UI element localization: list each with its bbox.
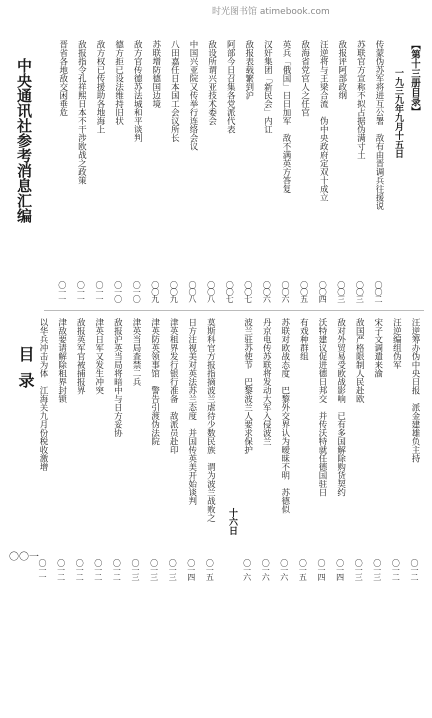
toc-entry — [205, 40, 218, 302]
book-page — [8, 28, 424, 594]
toc-entry — [55, 318, 68, 580]
toc-entry — [130, 40, 143, 302]
toc-entry — [148, 318, 161, 580]
toc-entry-title: 敌方官传德苏法城和平谈判 — [132, 40, 143, 142]
toc-entry-page: 〇一四 — [317, 559, 326, 580]
toc-entry-page: 〇〇三 — [336, 281, 346, 302]
toc-entry — [74, 40, 87, 302]
toc-entry — [203, 318, 216, 580]
toc-entry — [259, 318, 272, 580]
section-divider — [44, 310, 424, 311]
toc-entry-page: 〇〇六 — [281, 281, 290, 302]
toc-entry-page: 〇一一 — [57, 281, 67, 302]
toc-entry-page: 〇一四 — [335, 559, 345, 580]
page-number: 〇〇一 — [9, 552, 39, 563]
toc-entry-title: 敌报评阿部政纲 — [336, 40, 347, 100]
date-heading: 一九三九年九月十五日 — [393, 68, 403, 158]
toc-entry-title: 津英日军又发生冲突 — [93, 318, 104, 395]
toc-entry — [279, 40, 292, 302]
toc-entry-title: 丹京电传苏联将发动大军入侵波兰 — [261, 318, 272, 446]
toc-entry — [260, 40, 273, 302]
toc-entry-title: 苏联官方宣称不拟占据伪满寸土 — [355, 40, 366, 159]
toc-entry-title: 敌方权已传援助各地海上 — [95, 40, 105, 134]
toc-entry-title: 敌报表载繁到沪 — [243, 40, 254, 100]
toc-entry-page: 〇一二 — [75, 559, 85, 580]
toc-entry-title: 沃特建议促进德日邦交 并传沃特就任德国驻日 — [317, 318, 327, 497]
toc-entry-title: 敌设所谓兴亚技术委会 — [206, 40, 217, 125]
toc-entry — [372, 40, 385, 302]
spine-title: 中央通讯社参考消息汇编 — [15, 58, 33, 223]
toc-entry-page: 〇〇三 — [355, 281, 365, 302]
toc-entry-page: 〇〇六 — [262, 281, 272, 302]
toc-entry-page: 〇一一 — [38, 559, 47, 580]
toc-entry — [352, 318, 365, 580]
toc-entry — [334, 318, 347, 580]
toc-entry-page: 〇一三 — [372, 559, 382, 580]
toc-entry — [296, 318, 309, 580]
toc-entry-page: 〇〇九 — [169, 281, 179, 302]
toc-entry-page: 〇一三 — [354, 559, 364, 580]
toc-entry-page: 〇一二 — [56, 559, 66, 580]
toc-entry-title: 莫斯科官方报指摘波兰虐待少数民族 谓为波兰战败之 — [205, 318, 216, 522]
toc-entry-title: 敌海省党官人之任官 — [299, 40, 310, 117]
toc-entry — [408, 318, 421, 580]
toc-entry-page: 〇一一 — [95, 281, 104, 302]
toc-entry — [167, 40, 180, 302]
toc-entry-title: 津英当局查禁二兵 — [131, 318, 141, 386]
toc-entry — [166, 318, 179, 580]
toc-entry-title: 中国兴亚院又传举行连络会议 — [188, 40, 198, 151]
toc-entry — [36, 318, 49, 580]
toc-entry — [112, 40, 125, 302]
toc-entry-title: 传蒙伪苏军将进互公署 敌有由晋调兵往援说 — [374, 40, 384, 210]
toc-entry-page: 〇一四 — [186, 559, 196, 580]
toc-entry — [242, 40, 255, 302]
toc-entry-title: 晋省各地敌交困垂危 — [57, 40, 68, 117]
toc-entry-page: 〇一六 — [242, 559, 252, 580]
toc-entry — [298, 40, 311, 302]
toc-entry — [241, 318, 254, 580]
toc-entry-page: 〇一三 — [149, 559, 159, 580]
toc-entry-title: 敌报沪英当局将暗中与日方妥协 — [112, 318, 123, 437]
toc-entry — [93, 40, 106, 302]
toc-entry — [92, 318, 105, 580]
toc-entry-page: 〇一〇 — [132, 281, 142, 302]
toc-entry-title: 汪逆编组伪军 — [391, 318, 402, 369]
toc-entry — [389, 318, 402, 580]
toc-entry — [315, 318, 328, 580]
toc-entry-page: 〇〇九 — [150, 281, 160, 302]
toc-entry-title: 汪逆将与王梁合流 伪中央政府定双十成立 — [318, 40, 329, 202]
toc-entry-page: 〇一六 — [261, 559, 271, 580]
toc-entry-page: 〇一〇 — [113, 281, 123, 302]
toc-entry — [129, 318, 142, 580]
toc-entry-page: 〇一二 — [93, 559, 103, 580]
toc-bottom-section — [38, 318, 424, 588]
date-heading-16: 十六日 — [227, 508, 237, 535]
toc-entry-title: 津英租界发行银行准备 敌派员赴印 — [168, 318, 179, 454]
toc-entry-title: 苏联对欧战态度 巴黎外交界认为暧昧不明 苏德似 — [279, 318, 290, 514]
toc-entry-page: 〇〇八 — [188, 281, 197, 302]
watermark-text: 时光图书馆 atimebook.com — [212, 7, 330, 17]
toc-top-section — [44, 40, 424, 310]
toc-entry-title: 德方拒已设法维持旧状 — [113, 40, 124, 125]
toc-entry-title: 苏联增防德国边境 — [150, 40, 161, 108]
toc-entry — [353, 40, 366, 302]
toc-entry-title: 敌报指令孔祥熙日本不干涉欧战之政策 — [76, 40, 87, 185]
toc-entry-title: 敌报英军官被捕报界 — [75, 318, 86, 395]
toc-entry — [371, 318, 384, 580]
toc-entry-page: 〇一二 — [391, 559, 401, 580]
toc-entry-title: 津敌要请解除租界封锁 — [56, 318, 67, 403]
toc-entry-page: 〇〇七 — [225, 281, 235, 302]
toc-entry — [278, 318, 291, 580]
volume-header: 【第十三册目录】 — [409, 40, 420, 116]
toc-entry-title: 波兰驻苏使节 巴黎波兰人要求保护 — [242, 318, 253, 454]
toc-entry-title: 宋子文调遣来渝 — [372, 318, 383, 378]
toc-entry — [110, 318, 123, 580]
toc-entry — [335, 40, 348, 302]
toc-entry-page: 〇一三 — [131, 559, 140, 580]
toc-entry — [223, 40, 236, 302]
toc-entry — [56, 40, 69, 302]
toc-entry-title: 敌国严格限制人民赴欧 — [354, 318, 365, 403]
toc-entry-page: 〇一三 — [168, 559, 178, 580]
toc-entry-page: 〇〇七 — [243, 281, 253, 302]
toc-entry-page: 〇〇八 — [206, 281, 216, 302]
toc-entry-title: 汉奸集团「新民会」内讧 — [262, 40, 273, 134]
toc-entry — [73, 318, 86, 580]
toc-entry-page: 〇一二 — [410, 559, 419, 580]
toc-entry — [316, 40, 329, 302]
toc-entry-title: 八田嘉任日本国工会议所长 — [169, 40, 180, 142]
toc-entry-title: 津英防英领事馆 警告引渡伪法院 — [149, 318, 160, 446]
toc-entry-page: 〇〇四 — [318, 281, 328, 302]
toc-entry-title: 英兵「俄国」日日加军 敌不满英方答复 — [281, 40, 291, 193]
table-of-contents — [38, 28, 424, 594]
toc-entry-page: 〇一二 — [112, 559, 122, 580]
toc-entry-title: 有戏种群组 — [298, 318, 309, 361]
toc-entry-page: 〇〇五 — [299, 281, 309, 302]
toc-entry — [185, 318, 198, 580]
toc-entry-page: 〇〇二 — [374, 281, 383, 302]
toc-entry-title: 日方注视美对英法苏兰态度 并国传英美开始谈判 — [186, 318, 197, 505]
toc-entry-page: 〇一五 — [298, 559, 308, 580]
toc-entry-title: 汪逆筹办伪中央日报 派金建雄负主持 — [410, 318, 420, 463]
toc-entry-title: 阿部今日召集各党派代表 — [225, 40, 236, 134]
toc-entry-page: 〇一五 — [205, 559, 215, 580]
toc-entry — [186, 40, 199, 302]
toc-entry — [149, 40, 162, 302]
toc-entry-title: 以华兵冲击为体 江海关九月份税收激增 — [38, 318, 48, 471]
toc-entry-page: 〇一六 — [279, 559, 289, 580]
toc-entry-title: 敌对外贸易受欧战影响 已有多国解除购货契约 — [335, 318, 346, 497]
toc-entry-page: 〇一一 — [76, 281, 86, 302]
section-label: 目录 — [16, 346, 35, 398]
